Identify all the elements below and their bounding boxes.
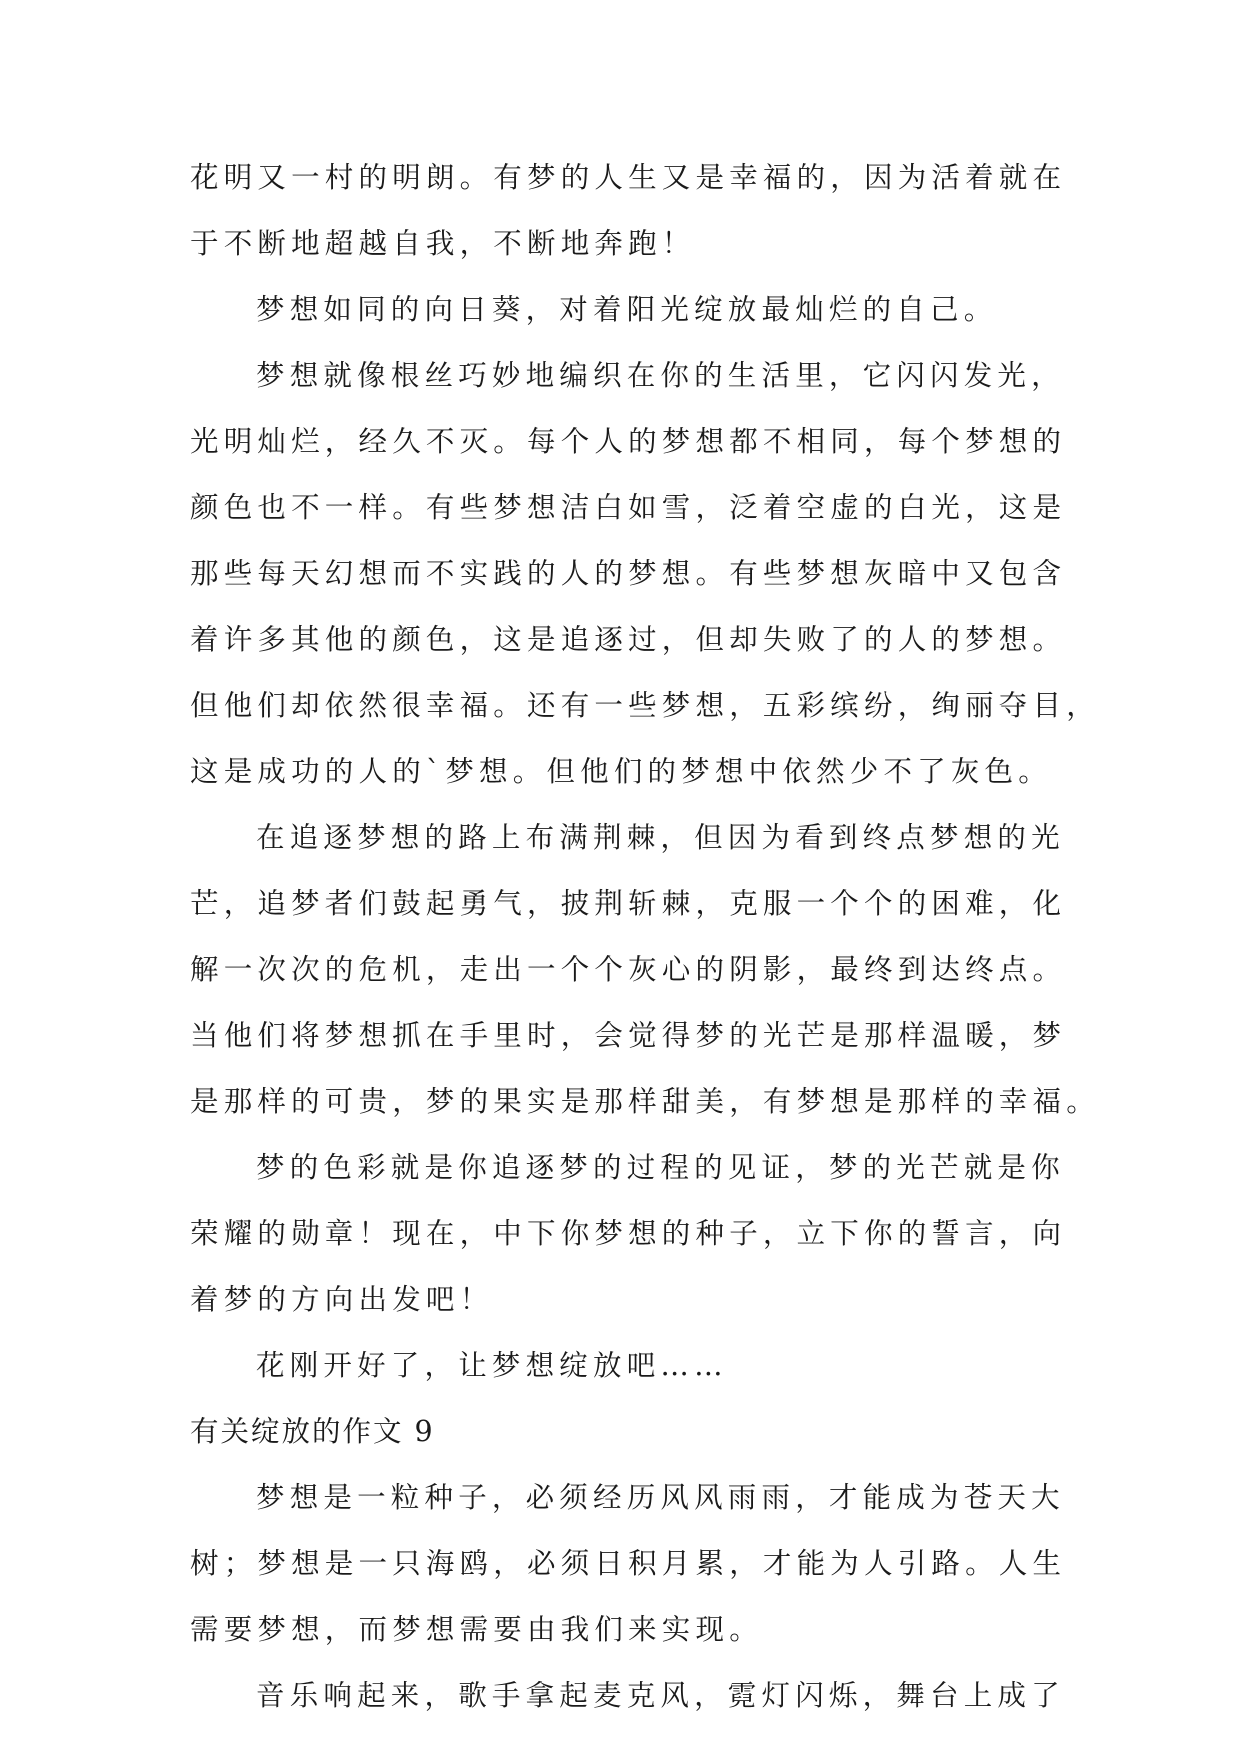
paragraph-line: 需要梦想，而梦想需要由我们来实现。 <box>190 1613 763 1646</box>
paragraph-line: 着梦的方向出发吧！ <box>190 1283 494 1316</box>
paragraph-line: 着许多其他的颜色，这是追逐过，但却失败了的人的梦想。 <box>190 623 1067 656</box>
paragraph-line: 芒，追梦者们鼓起勇气，披荆斩棘，克服一个个的困难，化 <box>190 887 1067 920</box>
paragraph-line: 梦想是一粒种子，必须经历风风雨雨，才能成为苍天大 <box>256 1481 1065 1514</box>
paragraph-line: 梦想如同的向日葵，对着阳光绽放最灿烂的自己。 <box>256 293 998 326</box>
paragraph-line: 解一次次的危机，走出一个个灰心的阴影，最终到达终点。 <box>190 953 1067 986</box>
paragraph-line: 梦想就像根丝巧妙地编织在你的生活里，它闪闪发光， <box>256 359 1065 392</box>
paragraph-line: 在追逐梦想的路上布满荆棘，但因为看到终点梦想的光 <box>256 821 1065 854</box>
paragraph-line: 花刚开好了，让梦想绽放吧…… <box>256 1349 728 1382</box>
paragraph-line: 花明又一村的明朗。有梦的人生又是幸福的，因为活着就在 <box>190 161 1067 194</box>
paragraph-line: 音乐响起来，歌手拿起麦克风，霓灯闪烁，舞台上成了 <box>256 1679 1065 1712</box>
paragraph-line: 颜色也不一样。有些梦想洁白如雪，泛着空虚的白光，这是 <box>190 491 1067 524</box>
section-heading: 有关绽放的作文 9 <box>190 1415 435 1448</box>
paragraph-line: 这是成功的人的`梦想。但他们的梦想中依然少不了灰色。 <box>190 755 1052 788</box>
paragraph-line: 那些每天幻想而不实践的人的梦想。有些梦想灰暗中又包含 <box>190 557 1067 590</box>
paragraph-line: 但他们却依然很幸福。还有一些梦想，五彩缤纷，绚丽夺目， <box>190 689 1100 722</box>
paragraph-line: 梦的色彩就是你追逐梦的过程的见证，梦的光芒就是你 <box>256 1151 1065 1184</box>
paragraph-line: 光明灿烂，经久不灭。每个人的梦想都不相同，每个梦想的 <box>190 425 1067 458</box>
paragraph-line: 当他们将梦想抓在手里时，会觉得梦的光芒是那样温暖，梦 <box>190 1019 1067 1052</box>
paragraph-line: 是那样的可贵，梦的果实是那样甜美，有梦想是那样的幸福。 <box>190 1085 1100 1118</box>
paragraph-line: 树；梦想是一只海鸥，必须日积月累，才能为人引路。人生 <box>190 1547 1067 1580</box>
document-page <box>190 160 1100 1744</box>
paragraph-line: 荣耀的勋章！现在，中下你梦想的种子，立下你的誓言，向 <box>190 1217 1067 1250</box>
paragraph-line: 于不断地超越自我，不断地奔跑！ <box>190 227 696 260</box>
